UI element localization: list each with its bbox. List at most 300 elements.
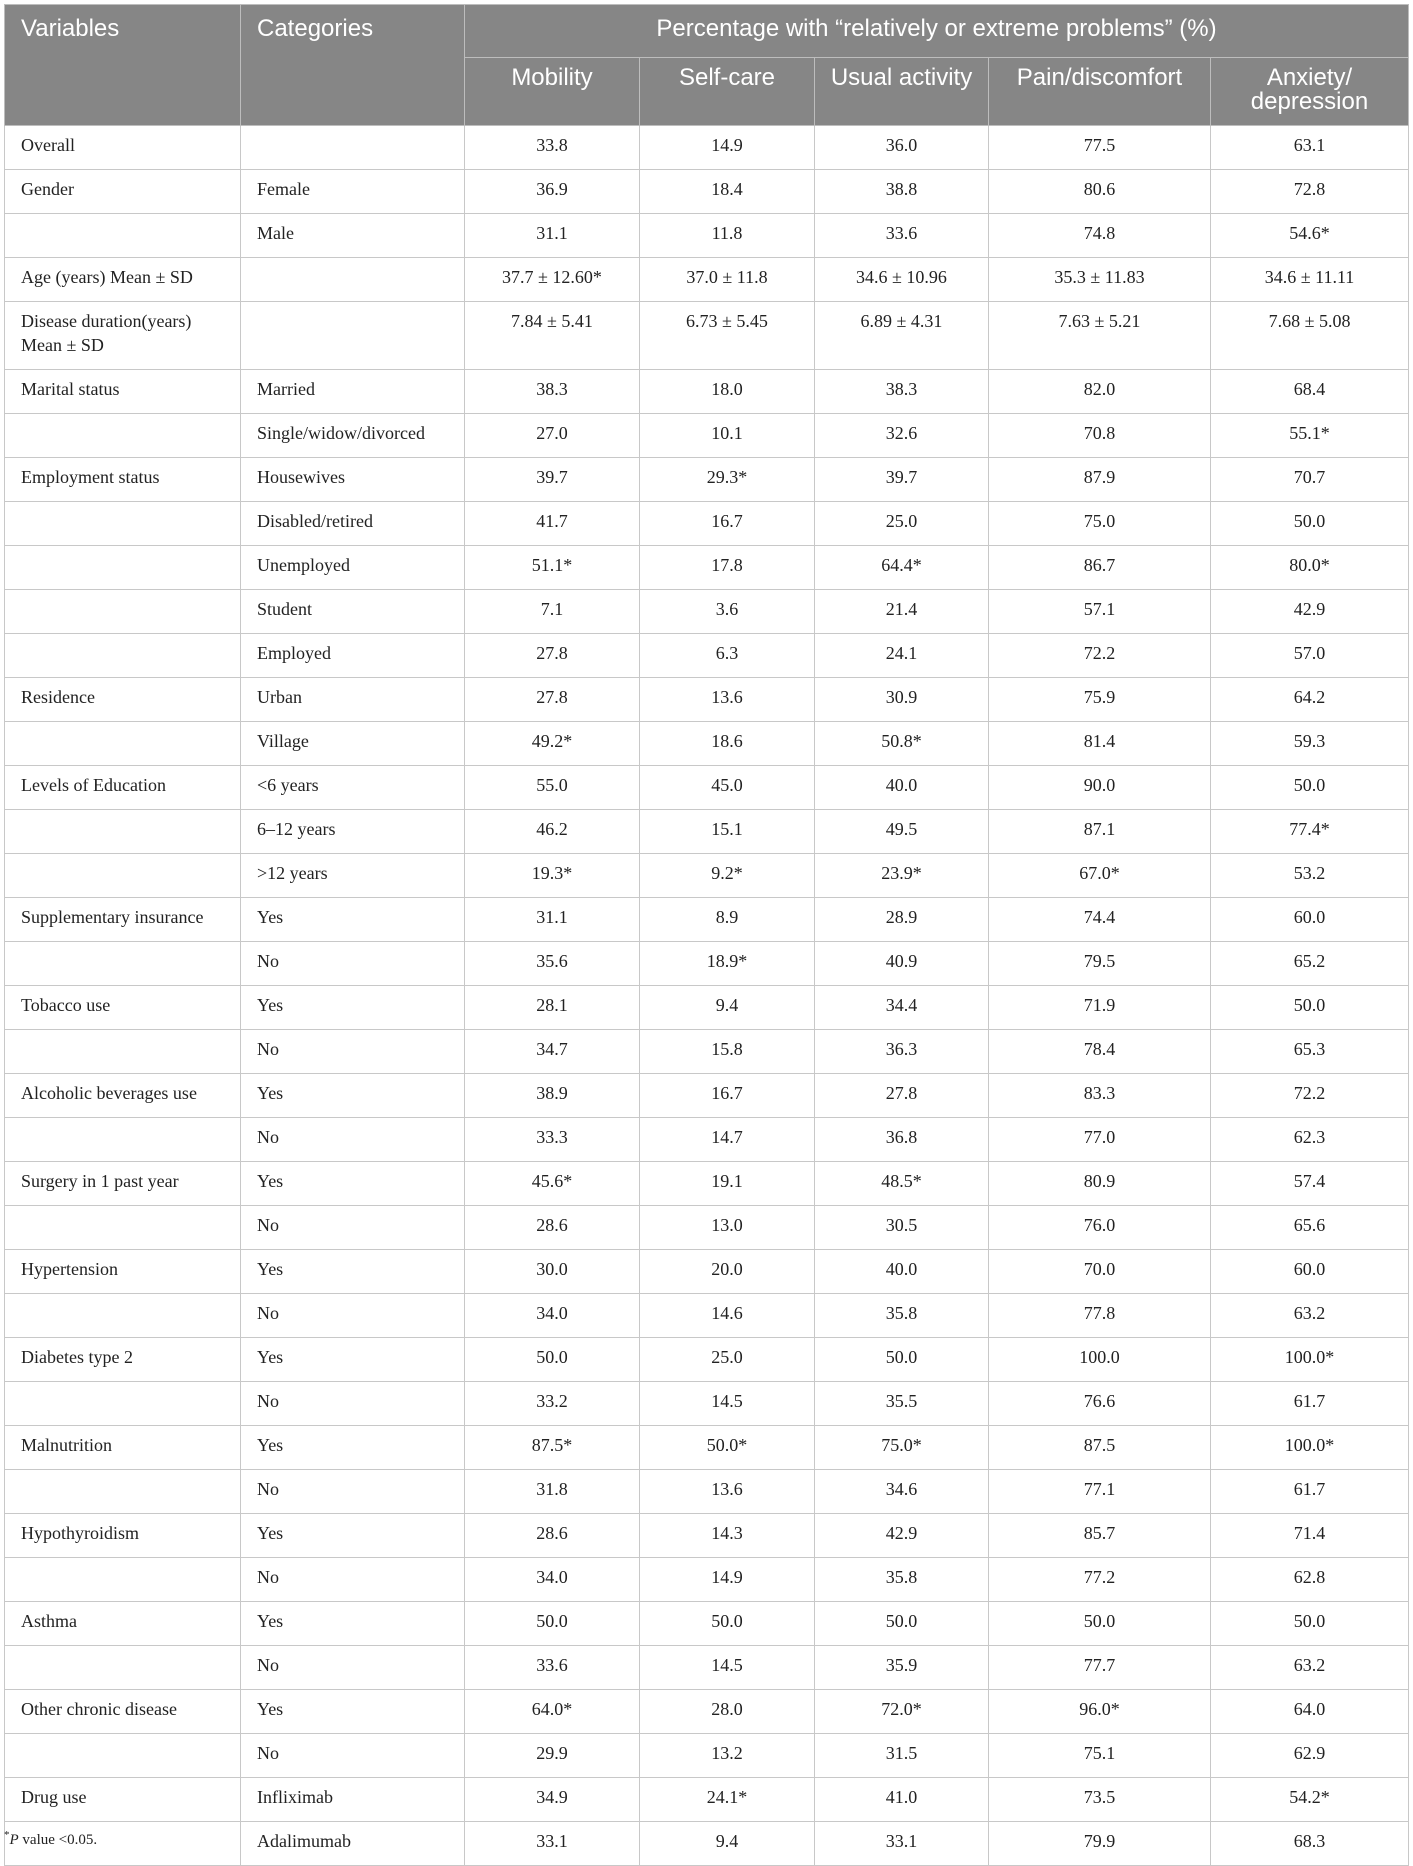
cell-pain-discomfort: 77.8: [989, 1294, 1211, 1338]
cell-anxiety-depression: 63.2: [1211, 1294, 1409, 1338]
cell-variable: [5, 590, 241, 634]
cell-self-care: 14.3: [640, 1514, 815, 1558]
cell-mobility: 28.1: [465, 986, 640, 1030]
cell-anxiety-depression: 64.0: [1211, 1690, 1409, 1734]
cell-self-care: 50.0: [640, 1602, 815, 1646]
cell-variable: Alcoholic beverages use: [5, 1074, 241, 1118]
cell-variable: Overall: [5, 126, 241, 170]
cell-anxiety-depression: 60.0: [1211, 898, 1409, 942]
table-row: [5, 126, 1409, 170]
table-row: [5, 170, 1409, 214]
cell-variable: Tobacco use: [5, 986, 241, 1030]
table-row: [5, 810, 1409, 854]
cell-usual-activity: 34.6 ± 10.96: [815, 258, 989, 302]
cell-category: No: [241, 1118, 465, 1162]
cell-anxiety-depression: 68.4: [1211, 370, 1409, 414]
cell-anxiety-depression: 65.6: [1211, 1206, 1409, 1250]
cell-anxiety-depression: 7.68 ± 5.08: [1211, 302, 1409, 370]
cell-self-care: 14.9: [640, 1558, 815, 1602]
cell-mobility: 34.0: [465, 1558, 640, 1602]
cell-mobility: 27.8: [465, 634, 640, 678]
cell-self-care: 15.1: [640, 810, 815, 854]
cell-category: Housewives: [241, 458, 465, 502]
cell-usual-activity: 27.8: [815, 1074, 989, 1118]
cell-self-care: 6.73 ± 5.45: [640, 302, 815, 370]
header-categories: Categories: [241, 5, 465, 126]
cell-variable: Asthma: [5, 1602, 241, 1646]
cell-usual-activity: 35.8: [815, 1558, 989, 1602]
cell-mobility: 46.2: [465, 810, 640, 854]
cell-self-care: 18.4: [640, 170, 815, 214]
cell-mobility: 55.0: [465, 766, 640, 810]
cell-self-care: 13.2: [640, 1734, 815, 1778]
footnote-marker: *: [4, 1829, 10, 1841]
cell-mobility: 33.8: [465, 126, 640, 170]
cell-usual-activity: 40.9: [815, 942, 989, 986]
cell-mobility: 19.3*: [465, 854, 640, 898]
cell-category: No: [241, 1470, 465, 1514]
cell-usual-activity: 30.5: [815, 1206, 989, 1250]
cell-anxiety-depression: 64.2: [1211, 678, 1409, 722]
cell-self-care: 16.7: [640, 1074, 815, 1118]
cell-pain-discomfort: 78.4: [989, 1030, 1211, 1074]
cell-category: 6–12 years: [241, 810, 465, 854]
table-row: [5, 546, 1409, 590]
cell-pain-discomfort: 80.9: [989, 1162, 1211, 1206]
cell-category: No: [241, 1382, 465, 1426]
table-row: [5, 1162, 1409, 1206]
cell-usual-activity: 40.0: [815, 1250, 989, 1294]
cell-usual-activity: 75.0*: [815, 1426, 989, 1470]
cell-pain-discomfort: 96.0*: [989, 1690, 1211, 1734]
cell-pain-discomfort: 80.6: [989, 170, 1211, 214]
cell-usual-activity: 72.0*: [815, 1690, 989, 1734]
cell-self-care: 16.7: [640, 502, 815, 546]
cell-variable: [5, 1646, 241, 1690]
cell-self-care: 37.0 ± 11.8: [640, 258, 815, 302]
cell-pain-discomfort: 87.1: [989, 810, 1211, 854]
cell-category: Yes: [241, 1338, 465, 1382]
table-row: [5, 766, 1409, 810]
cell-variable: [5, 1734, 241, 1778]
cell-usual-activity: 39.7: [815, 458, 989, 502]
cell-usual-activity: 34.4: [815, 986, 989, 1030]
cell-mobility: 34.7: [465, 1030, 640, 1074]
cell-anxiety-depression: 72.2: [1211, 1074, 1409, 1118]
cell-self-care: 11.8: [640, 214, 815, 258]
table-row: [5, 854, 1409, 898]
cell-usual-activity: 35.9: [815, 1646, 989, 1690]
cell-variable: Diabetes type 2: [5, 1338, 241, 1382]
cell-category: Student: [241, 590, 465, 634]
cell-category: Single/widow/divorced: [241, 414, 465, 458]
cell-self-care: 15.8: [640, 1030, 815, 1074]
cell-variable: [5, 214, 241, 258]
cell-category: Married: [241, 370, 465, 414]
cell-anxiety-depression: 62.9: [1211, 1734, 1409, 1778]
cell-usual-activity: 38.8: [815, 170, 989, 214]
header-pain-discomfort: Pain/discomfort: [989, 58, 1211, 126]
cell-category: Village: [241, 722, 465, 766]
cell-self-care: 3.6: [640, 590, 815, 634]
cell-self-care: 18.0: [640, 370, 815, 414]
cell-usual-activity: 49.5: [815, 810, 989, 854]
cell-pain-discomfort: 87.9: [989, 458, 1211, 502]
table-row: [5, 898, 1409, 942]
cell-pain-discomfort: 82.0: [989, 370, 1211, 414]
table-row: [5, 1690, 1409, 1734]
cell-category: Yes: [241, 1074, 465, 1118]
footnote-p-symbol: P: [9, 1832, 19, 1848]
cell-self-care: 10.1: [640, 414, 815, 458]
table-row: [5, 302, 1409, 370]
cell-variable: [5, 854, 241, 898]
cell-variable: Employment status: [5, 458, 241, 502]
cell-self-care: 14.9: [640, 126, 815, 170]
cell-self-care: 25.0: [640, 1338, 815, 1382]
table-row: [5, 370, 1409, 414]
cell-usual-activity: 48.5*: [815, 1162, 989, 1206]
cell-variable: Surgery in 1 past year: [5, 1162, 241, 1206]
header-self-care: Self-care: [640, 58, 815, 126]
table-row: [5, 942, 1409, 986]
cell-mobility: 27.8: [465, 678, 640, 722]
cell-anxiety-depression: 63.1: [1211, 126, 1409, 170]
cell-self-care: 28.0: [640, 1690, 815, 1734]
cell-variable: Residence: [5, 678, 241, 722]
cell-variable: Disease duration(years) Mean ± SD: [5, 302, 241, 370]
cell-self-care: 9.4: [640, 1822, 815, 1866]
cell-pain-discomfort: 74.8: [989, 214, 1211, 258]
cell-mobility: 41.7: [465, 502, 640, 546]
cell-category: Infliximab: [241, 1778, 465, 1822]
table-row: [5, 1382, 1409, 1426]
cell-self-care: 24.1*: [640, 1778, 815, 1822]
cell-variable: Other chronic disease: [5, 1690, 241, 1734]
cell-usual-activity: 36.3: [815, 1030, 989, 1074]
cell-anxiety-depression: 53.2: [1211, 854, 1409, 898]
cell-pain-discomfort: 90.0: [989, 766, 1211, 810]
header-variables: Variables: [5, 5, 241, 126]
cell-variable: [5, 634, 241, 678]
cell-anxiety-depression: 68.3: [1211, 1822, 1409, 1866]
cell-variable: [5, 1470, 241, 1514]
cell-category: <6 years: [241, 766, 465, 810]
cell-category: Male: [241, 214, 465, 258]
cell-variable: [5, 942, 241, 986]
cell-pain-discomfort: 57.1: [989, 590, 1211, 634]
cell-anxiety-depression: 62.3: [1211, 1118, 1409, 1162]
cell-variable: [5, 1206, 241, 1250]
cell-pain-discomfort: 86.7: [989, 546, 1211, 590]
cell-mobility: 33.2: [465, 1382, 640, 1426]
cell-anxiety-depression: 54.2*: [1211, 1778, 1409, 1822]
cell-pain-discomfort: 75.1: [989, 1734, 1211, 1778]
cell-anxiety-depression: 63.2: [1211, 1646, 1409, 1690]
cell-self-care: 13.6: [640, 1470, 815, 1514]
table-row: [5, 1470, 1409, 1514]
table-row: [5, 1206, 1409, 1250]
cell-pain-discomfort: 73.5: [989, 1778, 1211, 1822]
table-row: [5, 1118, 1409, 1162]
table-row: [5, 1250, 1409, 1294]
table-row: [5, 1338, 1409, 1382]
table-row: [5, 1426, 1409, 1470]
cell-category: Yes: [241, 1426, 465, 1470]
cell-mobility: 64.0*: [465, 1690, 640, 1734]
cell-mobility: 38.3: [465, 370, 640, 414]
cell-self-care: 9.2*: [640, 854, 815, 898]
cell-self-care: 29.3*: [640, 458, 815, 502]
cell-mobility: 87.5*: [465, 1426, 640, 1470]
cell-variable: Marital status: [5, 370, 241, 414]
cell-mobility: 39.7: [465, 458, 640, 502]
cell-mobility: 7.1: [465, 590, 640, 634]
cell-pain-discomfort: 100.0: [989, 1338, 1211, 1382]
cell-variable: [5, 1118, 241, 1162]
cell-usual-activity: 36.8: [815, 1118, 989, 1162]
cell-pain-discomfort: 77.1: [989, 1470, 1211, 1514]
results-table: [4, 4, 1409, 1866]
cell-category: Employed: [241, 634, 465, 678]
cell-self-care: 13.6: [640, 678, 815, 722]
cell-variable: Hypothyroidism: [5, 1514, 241, 1558]
cell-usual-activity: 25.0: [815, 502, 989, 546]
cell-mobility: 28.6: [465, 1206, 640, 1250]
cell-pain-discomfort: 79.9: [989, 1822, 1211, 1866]
cell-variable: [5, 414, 241, 458]
cell-mobility: 51.1*: [465, 546, 640, 590]
cell-anxiety-depression: 57.0: [1211, 634, 1409, 678]
cell-pain-discomfort: 81.4: [989, 722, 1211, 766]
cell-usual-activity: 35.5: [815, 1382, 989, 1426]
cell-usual-activity: 33.1: [815, 1822, 989, 1866]
cell-anxiety-depression: 62.8: [1211, 1558, 1409, 1602]
cell-anxiety-depression: 60.0: [1211, 1250, 1409, 1294]
cell-usual-activity: 42.9: [815, 1514, 989, 1558]
cell-anxiety-depression: 42.9: [1211, 590, 1409, 634]
cell-usual-activity: 64.4*: [815, 546, 989, 590]
header-usual-activity: Usual activity: [815, 58, 989, 126]
cell-pain-discomfort: 76.0: [989, 1206, 1211, 1250]
cell-category: No: [241, 1030, 465, 1074]
cell-mobility: 34.9: [465, 1778, 640, 1822]
cell-anxiety-depression: 70.7: [1211, 458, 1409, 502]
cell-category: No: [241, 1734, 465, 1778]
table-row: [5, 1074, 1409, 1118]
table-row: [5, 722, 1409, 766]
table-row: [5, 1602, 1409, 1646]
cell-anxiety-depression: 61.7: [1211, 1470, 1409, 1514]
cell-mobility: 50.0: [465, 1602, 640, 1646]
cell-pain-discomfort: 75.0: [989, 502, 1211, 546]
cell-pain-discomfort: 70.8: [989, 414, 1211, 458]
cell-usual-activity: 38.3: [815, 370, 989, 414]
cell-self-care: 14.5: [640, 1382, 815, 1426]
table-row: [5, 1294, 1409, 1338]
cell-category: Adalimumab: [241, 1822, 465, 1866]
cell-pain-discomfort: 7.63 ± 5.21: [989, 302, 1211, 370]
cell-usual-activity: 23.9*: [815, 854, 989, 898]
cell-usual-activity: 21.4: [815, 590, 989, 634]
table-row: [5, 1822, 1409, 1866]
cell-anxiety-depression: 65.2: [1211, 942, 1409, 986]
cell-self-care: 20.0: [640, 1250, 815, 1294]
cell-pain-discomfort: 77.0: [989, 1118, 1211, 1162]
cell-self-care: 17.8: [640, 546, 815, 590]
cell-category: [241, 258, 465, 302]
cell-usual-activity: 50.0: [815, 1602, 989, 1646]
table-row: [5, 502, 1409, 546]
cell-category: Yes: [241, 1162, 465, 1206]
cell-category: Female: [241, 170, 465, 214]
cell-variable: Gender: [5, 170, 241, 214]
cell-self-care: 9.4: [640, 986, 815, 1030]
cell-anxiety-depression: 65.3: [1211, 1030, 1409, 1074]
cell-usual-activity: 31.5: [815, 1734, 989, 1778]
table-row: [5, 1734, 1409, 1778]
cell-variable: [5, 810, 241, 854]
cell-mobility: 34.0: [465, 1294, 640, 1338]
cell-pain-discomfort: 71.9: [989, 986, 1211, 1030]
cell-anxiety-depression: 72.8: [1211, 170, 1409, 214]
table-row: [5, 634, 1409, 678]
cell-mobility: 35.6: [465, 942, 640, 986]
cell-pain-discomfort: 77.5: [989, 126, 1211, 170]
cell-self-care: 14.7: [640, 1118, 815, 1162]
cell-anxiety-depression: 34.6 ± 11.11: [1211, 258, 1409, 302]
cell-usual-activity: 6.89 ± 4.31: [815, 302, 989, 370]
table-row: [5, 458, 1409, 502]
cell-mobility: 31.1: [465, 898, 640, 942]
cell-self-care: 14.6: [640, 1294, 815, 1338]
cell-category: Yes: [241, 898, 465, 942]
cell-usual-activity: 41.0: [815, 1778, 989, 1822]
cell-anxiety-depression: 50.0: [1211, 986, 1409, 1030]
cell-anxiety-depression: 80.0*: [1211, 546, 1409, 590]
cell-usual-activity: 50.8*: [815, 722, 989, 766]
cell-anxiety-depression: 50.0: [1211, 766, 1409, 810]
cell-category: No: [241, 1646, 465, 1690]
cell-mobility: 33.1: [465, 1822, 640, 1866]
cell-mobility: 33.3: [465, 1118, 640, 1162]
cell-variable: Drug use: [5, 1778, 241, 1822]
cell-pain-discomfort: 74.4: [989, 898, 1211, 942]
cell-mobility: 7.84 ± 5.41: [465, 302, 640, 370]
cell-category: Unemployed: [241, 546, 465, 590]
table-row: [5, 414, 1409, 458]
table-body: [5, 126, 1409, 1866]
cell-usual-activity: 24.1: [815, 634, 989, 678]
cell-mobility: 28.6: [465, 1514, 640, 1558]
cell-usual-activity: 32.6: [815, 414, 989, 458]
cell-mobility: 37.7 ± 12.60*: [465, 258, 640, 302]
cell-mobility: 50.0: [465, 1338, 640, 1382]
cell-self-care: 14.5: [640, 1646, 815, 1690]
cell-category: >12 years: [241, 854, 465, 898]
cell-variable: [5, 722, 241, 766]
cell-pain-discomfort: 35.3 ± 11.83: [989, 258, 1211, 302]
cell-category: Disabled/retired: [241, 502, 465, 546]
cell-usual-activity: 50.0: [815, 1338, 989, 1382]
cell-variable: Malnutrition: [5, 1426, 241, 1470]
cell-mobility: 33.6: [465, 1646, 640, 1690]
cell-anxiety-depression: 50.0: [1211, 1602, 1409, 1646]
results-table-container: [4, 4, 1408, 1866]
cell-anxiety-depression: 57.4: [1211, 1162, 1409, 1206]
footnote-text: value <0.05.: [18, 1832, 98, 1848]
cell-usual-activity: 28.9: [815, 898, 989, 942]
cell-mobility: 30.0: [465, 1250, 640, 1294]
cell-usual-activity: 35.8: [815, 1294, 989, 1338]
cell-usual-activity: 36.0: [815, 126, 989, 170]
cell-self-care: 45.0: [640, 766, 815, 810]
cell-category: Urban: [241, 678, 465, 722]
table-row: [5, 1030, 1409, 1074]
cell-category: No: [241, 1206, 465, 1250]
cell-self-care: 18.6: [640, 722, 815, 766]
cell-self-care: 18.9*: [640, 942, 815, 986]
cell-variable: [5, 1030, 241, 1074]
header-percentage-span: Percentage with “relatively or extreme problems” (%): [465, 5, 1409, 58]
cell-anxiety-depression: 77.4*: [1211, 810, 1409, 854]
cell-pain-discomfort: 77.2: [989, 1558, 1211, 1602]
cell-category: No: [241, 942, 465, 986]
table-row: [5, 1646, 1409, 1690]
cell-category: Yes: [241, 1514, 465, 1558]
cell-variable: [5, 502, 241, 546]
cell-category: Yes: [241, 1602, 465, 1646]
table-row: [5, 678, 1409, 722]
cell-pain-discomfort: 79.5: [989, 942, 1211, 986]
cell-variable: [5, 1382, 241, 1426]
cell-usual-activity: 40.0: [815, 766, 989, 810]
cell-mobility: 36.9: [465, 170, 640, 214]
cell-usual-activity: 33.6: [815, 214, 989, 258]
cell-anxiety-depression: 55.1*: [1211, 414, 1409, 458]
cell-variable: [5, 1294, 241, 1338]
cell-pain-discomfort: 77.7: [989, 1646, 1211, 1690]
cell-mobility: 45.6*: [465, 1162, 640, 1206]
cell-mobility: 31.1: [465, 214, 640, 258]
cell-anxiety-depression: 54.6*: [1211, 214, 1409, 258]
cell-category: [241, 302, 465, 370]
cell-category: Yes: [241, 1250, 465, 1294]
cell-pain-discomfort: 76.6: [989, 1382, 1211, 1426]
table-row: [5, 590, 1409, 634]
cell-category: No: [241, 1294, 465, 1338]
cell-mobility: 49.2*: [465, 722, 640, 766]
cell-anxiety-depression: 61.7: [1211, 1382, 1409, 1426]
cell-anxiety-depression: 100.0*: [1211, 1426, 1409, 1470]
cell-self-care: 6.3: [640, 634, 815, 678]
cell-category: Yes: [241, 986, 465, 1030]
cell-variable: Levels of Education: [5, 766, 241, 810]
cell-pain-discomfort: 72.2: [989, 634, 1211, 678]
cell-category: No: [241, 1558, 465, 1602]
cell-variable: [5, 546, 241, 590]
cell-self-care: 19.1: [640, 1162, 815, 1206]
cell-category: [241, 126, 465, 170]
cell-pain-discomfort: 50.0: [989, 1602, 1211, 1646]
cell-usual-activity: 30.9: [815, 678, 989, 722]
cell-pain-discomfort: 75.9: [989, 678, 1211, 722]
cell-mobility: 31.8: [465, 1470, 640, 1514]
table-row: [5, 1558, 1409, 1602]
cell-pain-discomfort: 83.3: [989, 1074, 1211, 1118]
table-row: [5, 1778, 1409, 1822]
cell-anxiety-depression: 50.0: [1211, 502, 1409, 546]
